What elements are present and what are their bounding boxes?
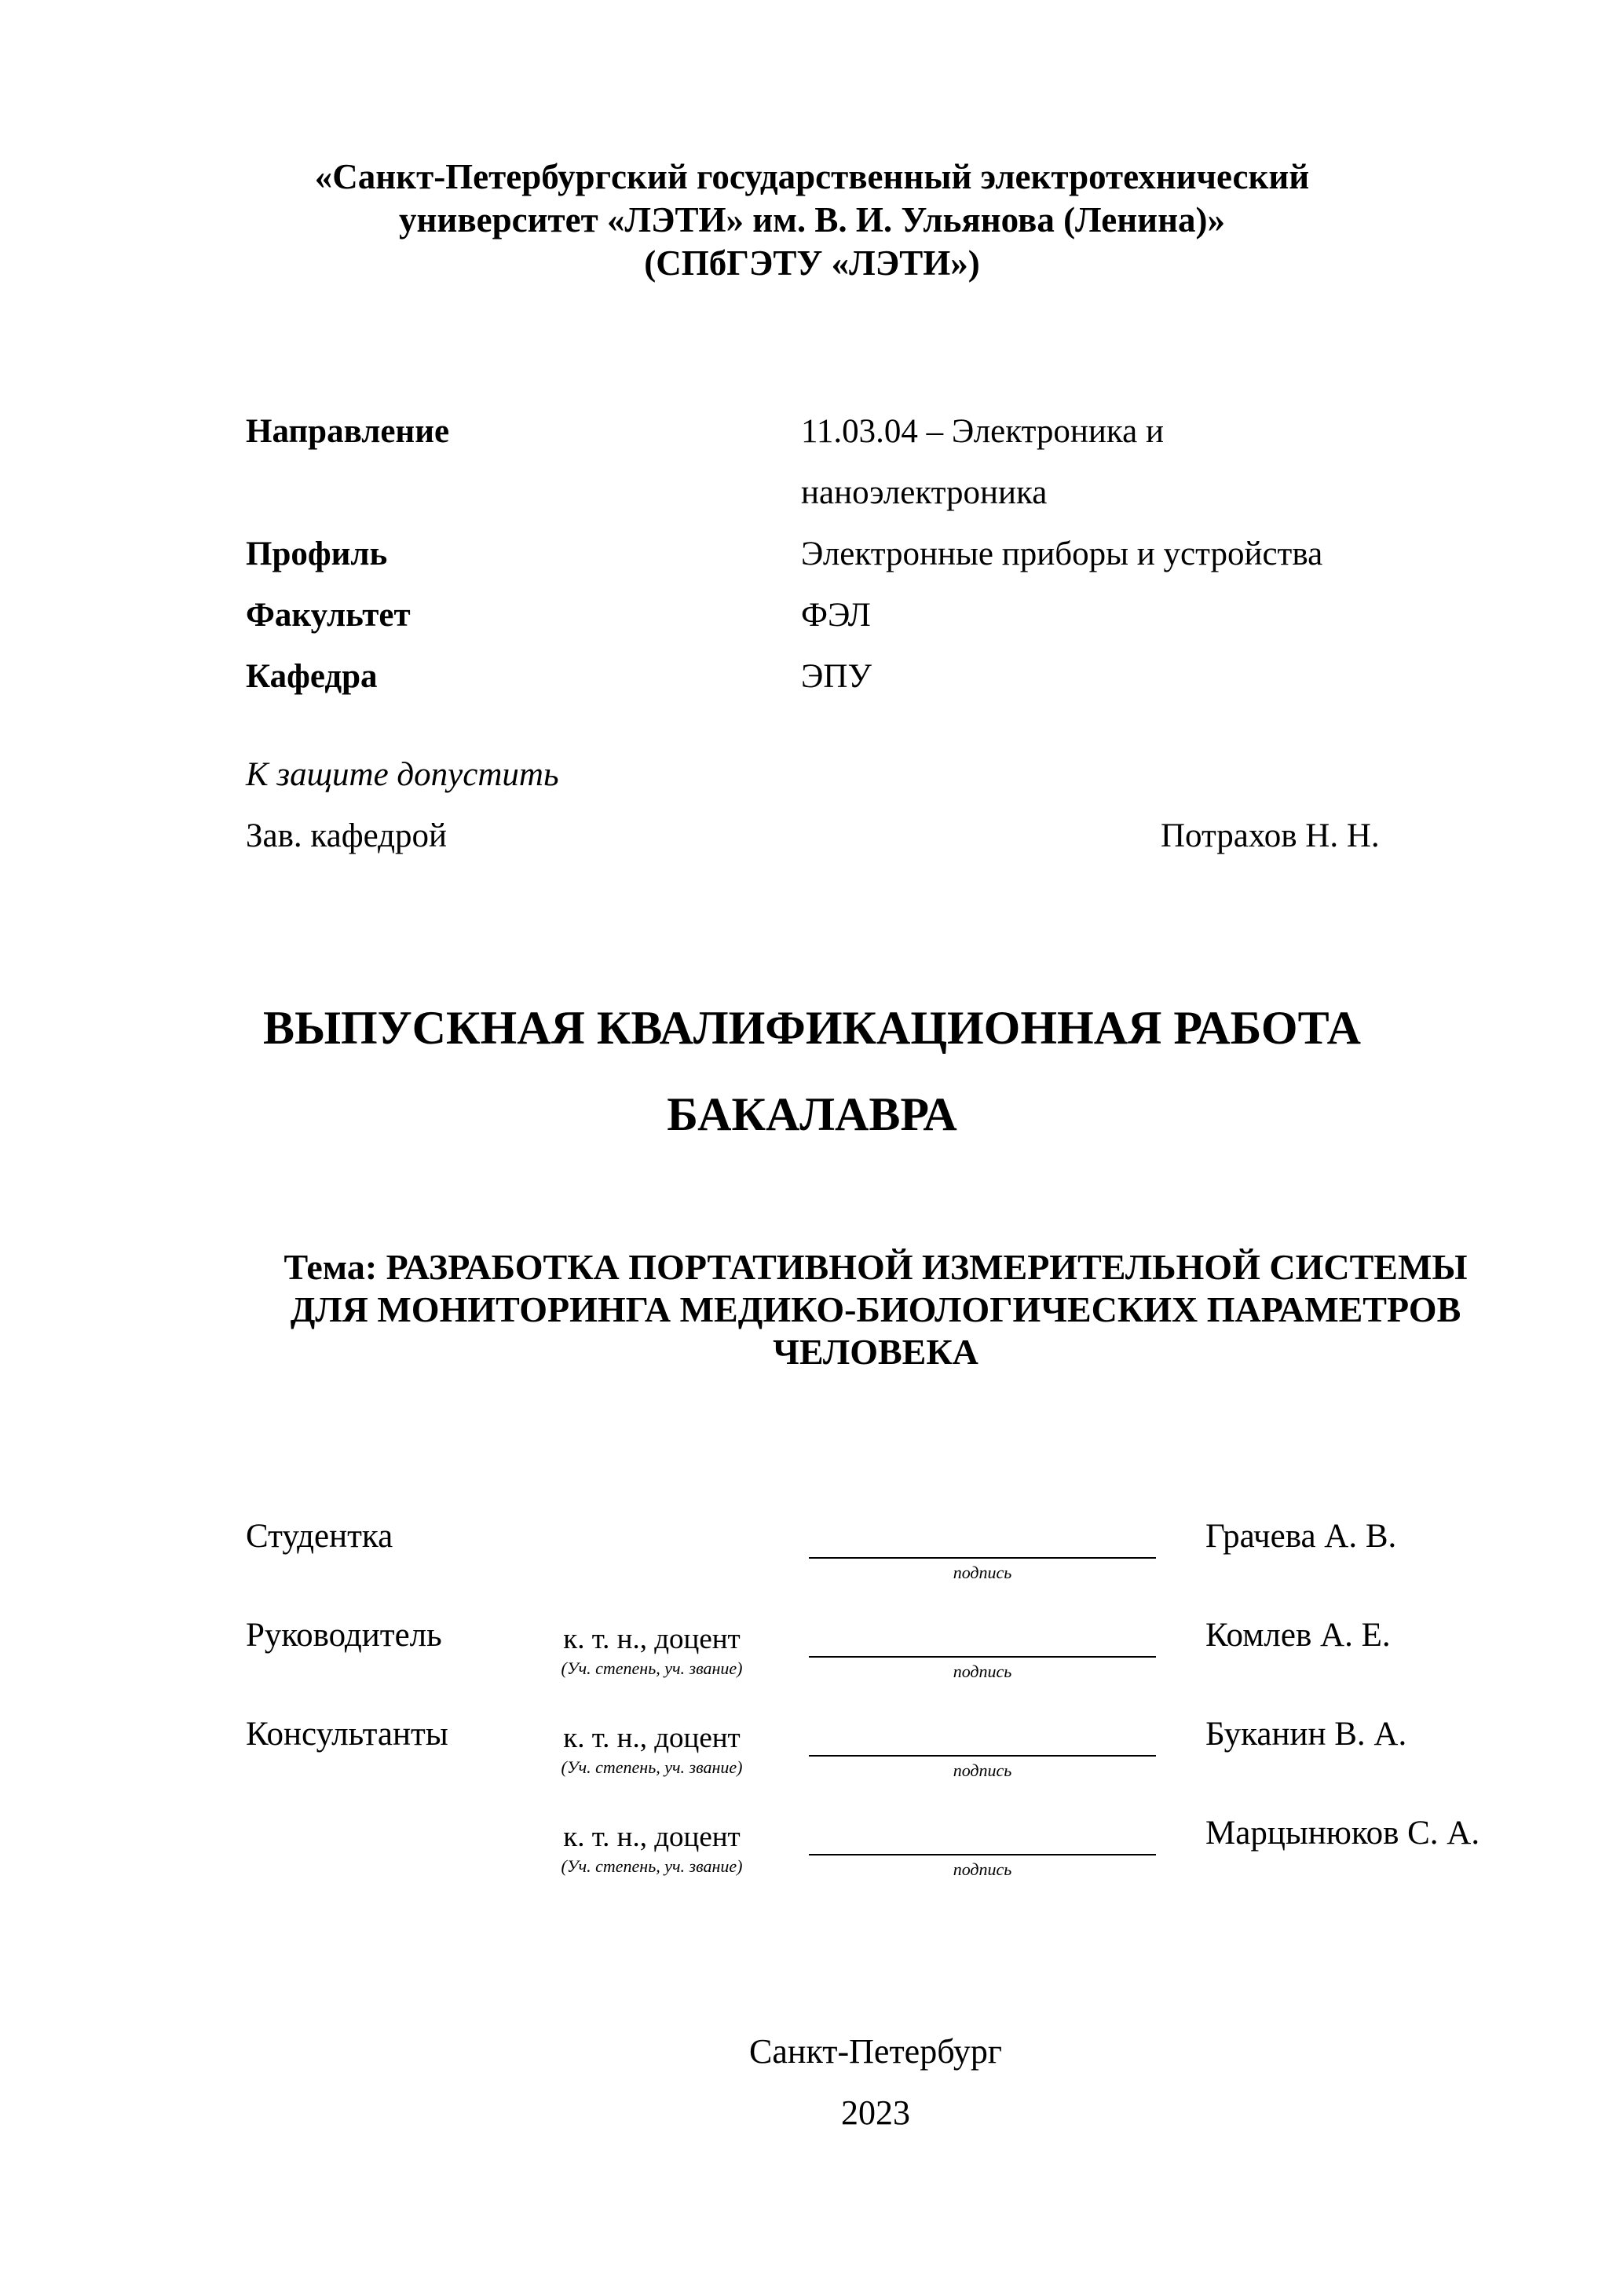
university-line-1: «Санкт-Петербургский государственный электротехнический xyxy=(314,157,1310,196)
head-of-department-name: Потрахов Н. Н. xyxy=(1161,817,1380,854)
footer-city: Санкт-Петербург xyxy=(749,2032,1002,2071)
topic-line-3: ЧЕЛОВЕКА xyxy=(773,1332,978,1372)
signature-degree: к. т. н., доцент xyxy=(563,1623,741,1655)
info-value-direction: 11.03.04 – Электроника и xyxy=(801,413,1165,450)
work-title-line-1: ВЫПУСКНАЯ КВАЛИФИКАЦИОННАЯ РАБОТА xyxy=(263,1002,1361,1054)
topic-line-2: ДЛЯ МОНИТОРИНГА МЕДИКО-БИОЛОГИЧЕСКИХ ПАРАМЕТРОВ xyxy=(290,1289,1461,1329)
topic-line-1 xyxy=(0,1246,1624,1288)
signature-degree-caption: (Уч. степень, уч. звание) xyxy=(561,1856,743,1876)
head-of-department-label: Зав. кафедрой xyxy=(246,817,448,854)
info-value-department: ЭПУ xyxy=(801,658,872,695)
signature-degree-caption: (Уч. степень, уч. звание) xyxy=(561,1658,743,1678)
topic-prefix: Тема: xyxy=(283,1247,386,1287)
signature-name: Грачева А. В. xyxy=(1205,1518,1397,1555)
signature-caption: подпись xyxy=(953,1859,1012,1879)
signature-name: Буканин В. А. xyxy=(1205,1716,1407,1753)
signature-role-consultants: Консультанты xyxy=(246,1716,448,1753)
work-title-line-2: БАКАЛАВРА xyxy=(667,1088,957,1140)
signature-caption: подпись xyxy=(953,1760,1012,1780)
info-value-faculty: ФЭЛ xyxy=(801,597,871,634)
signature-caption: подпись xyxy=(953,1662,1012,1681)
signature-degree: к. т. н., доцент xyxy=(563,1722,741,1754)
signature-name: Марцынюков С. А. xyxy=(1205,1815,1480,1852)
university-header xyxy=(0,155,1624,285)
signature-line xyxy=(809,1557,1156,1559)
footer-year: 2023 xyxy=(841,2093,910,2132)
signature-role-student: Студентка xyxy=(246,1518,393,1555)
signature-caption: подпись xyxy=(953,1563,1012,1582)
signature-degree-caption: (Уч. степень, уч. звание) xyxy=(561,1757,743,1777)
info-label-faculty: Факультет xyxy=(246,597,411,634)
signature-role-supervisor: Руководитель xyxy=(246,1617,442,1654)
topic-text-1: РАЗРАБОТКА ПОРТАТИВНОЙ ИЗМЕРИТЕЛЬНОЙ СИСТЕМЫ xyxy=(386,1247,1468,1287)
info-label-department: Кафедра xyxy=(246,658,378,695)
university-line-3: (СПбГЭТУ «ЛЭТИ») xyxy=(644,243,980,283)
info-value-direction-cont: наноэлектроника xyxy=(801,474,1048,511)
signature-name: Комлев А. Е. xyxy=(1205,1617,1391,1654)
admit-to-defense: К защите допустить xyxy=(246,756,559,793)
signature-line xyxy=(809,1656,1156,1658)
info-label-direction: Направление xyxy=(246,413,450,450)
info-label-profile: Профиль xyxy=(246,536,388,572)
signature-line xyxy=(809,1755,1156,1757)
signature-line xyxy=(809,1854,1156,1855)
university-line-2: университет «ЛЭТИ» им. В. И. Ульянова (Ленина)» xyxy=(398,200,1226,239)
info-value-profile: Электронные приборы и устройства xyxy=(801,536,1323,572)
signature-degree: к. т. н., доцент xyxy=(563,1821,741,1853)
